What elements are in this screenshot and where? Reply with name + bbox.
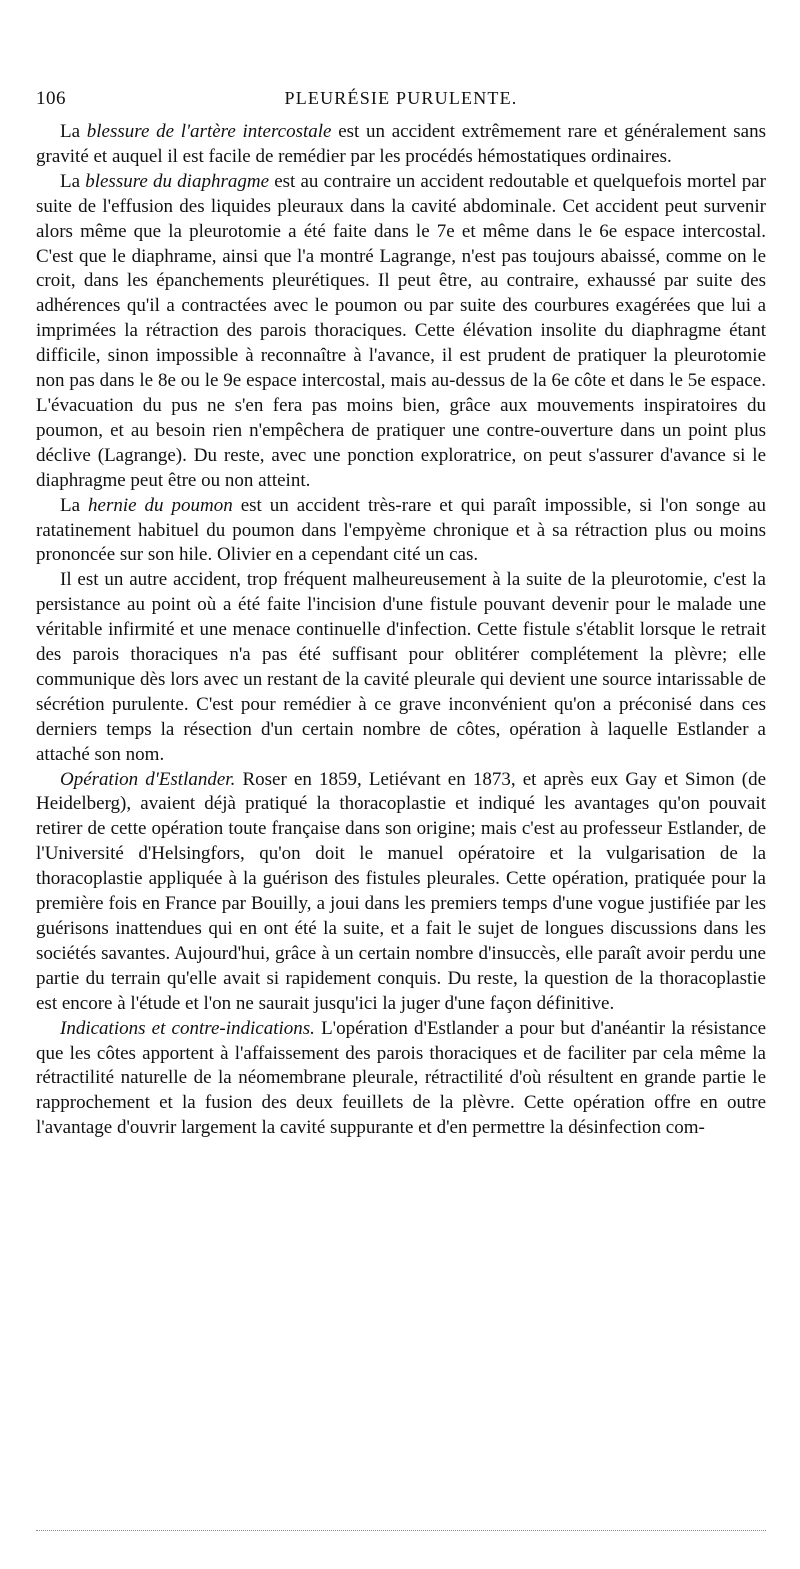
paragraph-lead: La: [60, 170, 86, 192]
paragraph-text: est un accident extrêmement rare et généralement sans gravité et auquel il est facile de remédier par les procédés hémostatiques ordinaires.: [36, 121, 766, 167]
paragraph-diaphragm: [36, 170, 766, 494]
running-title: PLEURÉSIE PURULENTE.: [284, 88, 518, 108]
italic-term: blessure de l'artère intercostale: [86, 121, 332, 142]
page-number: 106: [36, 88, 66, 109]
footer-rule: [36, 1530, 766, 1531]
italic-term: Opération d'Estlander.: [60, 768, 236, 790]
paragraph-estlander-operation: [36, 768, 766, 1017]
paragraph-fistula: [36, 568, 766, 767]
paragraph-text: L'opération d'Estlander a pour but d'anéantir la résistance que les côtes apportent à l'affaissement des parois thoraciques et de faciliter par cela même la rétractilité naturelle de la néomembrane pleurale, rétractilité d'où résultent en grande partie le rapprochement et la fusion des deux feuillets de la plèvre. Cette opération offre en outre l'avantage d'ouvrir largement la cavité suppurante et d'en permettre la désinfection com-: [36, 1017, 766, 1139]
paragraph-text: Il est un autre accident, trop fréquent malheureusement à la suite de la pleurotomie, c'est la persistance au point où a été faite l'incision d'une fistule pouvant devenir pour le malade une véritable infirmité et une menace continuelle d'infection. Cette fistule s'établit lorsque le retrait des parois thoraciques n'a pas été suffisant pour oblitérer complétement la plèvre; elle communique dès lors avec un restant de la cavité pleurale qui devient une source intarissable de sécrétion purulente. C'est pour remédier à ce grave inconvénient qu'on a préconisé dans ces derniers temps la résection d'un certain nombre de côtes, opération à laquelle Estlander a attaché son nom.: [36, 569, 766, 765]
paragraph-text: est au contraire un accident redoutable et quelquefois mortel par suite de l'effusion des liquides pleuraux dans la cavité abdominale. Cet accident peut survenir alors même que la pleurotomie a été faite dans le 7e et même dans le 6e espace intercostal. C'est que le diaphrame, ainsi que l'a montré Lagrange, n'est pas toujours abaissé, comme on le croit, dans les épanchements pleurétiques. Il peut être, au contraire, exhaussé par suite des adhérences qu'il a contractées avec le poumon ou par suite des courbures exagérées que lui a imprimées la rétraction des parois thoraciques. Cette élévation insolite du diaphragme étant difficile, sinon impossible à reconnaître à l'avance, il est prudent de pratiquer la pleurotomie non pas dans le 8e ou le 9e espace intercostal, mais au-dessus de la 6e côte et dans le 5e espace. L'évacuation du pus ne s'en fera pas moins bien, grâce aux mouvements inspiratoires du poumon, et au besoin rien n'empêchera de pratiquer une contre-ouverture dans un point plus déclive (Lagrange). Du reste, avec une ponction exploratrice, on peut s'assurer d'avance si le diaphragme peut être ou non atteint.: [36, 170, 766, 491]
paragraph-lung-hernia: [36, 494, 766, 569]
book-page: [36, 88, 766, 1141]
italic-term: hernie du poumon: [88, 494, 233, 516]
paragraph-lead: La: [60, 121, 87, 142]
italic-term: blessure du diaphragme: [85, 170, 270, 192]
running-head: [36, 88, 766, 112]
paragraph-indications: [36, 1017, 766, 1142]
paragraph-text: est un accident très-rare et qui paraît impossible, si l'on songe au ratatinement habituel du poumon dans l'empyème chronique et à sa rétraction plus ou moins prononcée sur son hile. Olivier en a cependant cité un cas.: [36, 494, 766, 566]
italic-term: Indications et contre-indications.: [60, 1017, 315, 1039]
paragraph-intercostal-artery: [36, 120, 766, 170]
paragraph-lead: La: [60, 494, 89, 516]
body-text: [36, 120, 766, 1141]
paragraph-text: Roser en 1859, Letiévant en 1873, et après eux Gay et Simon (de Heidelberg), avaient déjà pratiqué la thoracoplastie et indiqué les avantages qu'on pouvait retirer de cette opération toute française dans son origine; mais c'est au professeur Estlander, de l'Université d'Helsingfors, qu'on doit le manuel opératoire et la vulgarisation de la thoracoplastie appliquée à la guérison des fistules pleurales. Cette opération, pratiquée pour la première fois en France par Bouilly, a joui dans les premiers temps d'une vogue justifiée par les guérisons inattendues qui en ont été la suite, et a fait le sujet de longues discussions dans les sociétés savantes. Aujourd'hui, grâce à un certain nombre d'insuccès, elle paraît avoir perdu une partie du terrain qu'elle avait si rapidement conquis. Du reste, la question de la thoracoplastie est encore à l'étude et l'on ne saurait jusqu'ici la juger d'une façon définitive.: [36, 768, 767, 1014]
